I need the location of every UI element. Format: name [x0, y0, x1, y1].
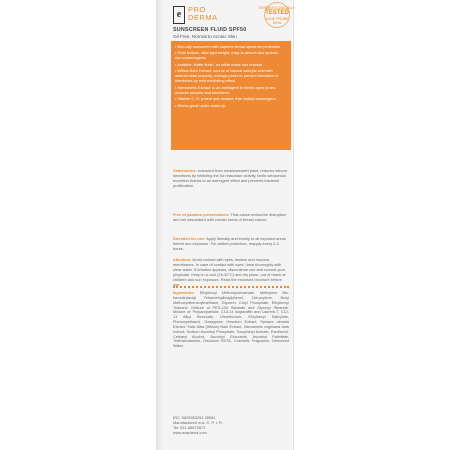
feature-item: • Willow Bark Extract: source of natural salicylic acid with antimicrobial property, unclogs pores to prevent formation of blemishes by mild exfoliating effect	[175, 68, 279, 84]
ingredients-label: Ingredients:	[173, 291, 195, 295]
directions-section	[173, 236, 289, 251]
seal-top-text: DERMATOLOGICALLY	[258, 5, 296, 10]
background-right	[335, 0, 450, 450]
sebumorine-text: extracted from meadowsweet plant, reduces sebum secretions by inhibiting the 5α reductase activity, limits sebaceous excretion thanks to an astringent effect and prevents bacterial proliferation.	[173, 168, 287, 189]
ingredients-section	[173, 286, 289, 349]
attention-text: Avoid contact with eyes, lesions and mucous membranes. In case of contact with eyes, rinse thoroughly with clear water. If irritation appears, discontinue use and consult your physician. Keep in a cool (15-30°C) and dry place, out of reach of children and sun exposure. Read the enclosed brochure before use.	[173, 257, 286, 288]
sebumorine-label: Sebumorine:	[173, 168, 197, 173]
brand-name	[188, 6, 218, 22]
brand-logo-icon: e	[173, 6, 185, 24]
feature-item: • Hamamelis Extract: is an astringent to shrink open pores, reduces pimples and blemishes	[175, 84, 277, 95]
product-subtitle: Oil Free, Normal to Acneic Skin	[173, 34, 237, 39]
feature-item: • Vitamin C, E: potent anti-oxidant, free radical scavengers	[175, 96, 276, 102]
brand-logo	[173, 6, 218, 24]
product-box-panel	[156, 0, 294, 450]
tested-seal-icon	[258, 2, 296, 28]
footer-info	[173, 415, 223, 435]
feature-item: • Fluid texture, ultra light weight, easy to absorb and spread, non-comedogenic	[175, 50, 279, 61]
paraben-label: Free of paraben preservatives:	[173, 212, 230, 217]
features-box	[171, 41, 291, 150]
footer-irc: IRC: 9825953291 28061	[173, 415, 216, 420]
seal-main-text: TESTED	[265, 9, 289, 16]
brand-line-2: DERMA	[188, 13, 218, 22]
background-left	[0, 0, 115, 450]
seal-bottom-text: ACNE PRONE SKIN	[265, 16, 289, 25]
paraben-text: That cause endocrine disruption and are associated with certain forms of breast cancer.	[173, 212, 287, 223]
footer-manufacturer: Manufactured in A. C. P. I. R.	[173, 420, 223, 426]
directions-text: Apply liberally and evenly to all exposed areas before sun exposure. For added protection, reapply every 2-4 hours.	[173, 236, 286, 252]
footer-website: www.arachemi.com	[173, 430, 207, 436]
sebumorine-section	[173, 168, 289, 188]
ingredients-text: Ethylhexyl Methoxycinnamate, Methylene Bis-benzotriazolyl Tetramethylbutylphenol, Octocrylene, Butyl Methoxydibenzoylmethane, Glycerin, Cetyl Phosphate, Ethylhexyl Triazone, Mixture of PEG-100 Stearate and Glyceryl Stearate, Mixture of: Polyacrylamide, C13-14 Isoparaffin and Laureth-7, C12-13 Alkyl Benzoate, Dimethicone, Ethylhexyl Salicylate, Phenoxyethanol, Gossypium Hirsutum Extract, Spiraea ulmaria Extract, Salix Alba (Willow) Bark Extract, Hamamelis virginiana bark extract, Sodium Ascorbyl Phosphate, Tocopheryl Acetate, Panthenol, Cetearyl Alcohol, Ascorbyl Glucoside, Ascorbyl Palmitate, Triethanolamine, Disodium EDTA, Cosmetic Fragrance, Deionized Water.	[173, 291, 289, 349]
feature-item: • Invisible, Matte finish, no white mask and residue	[175, 61, 262, 67]
directions-label: Direction for use:	[173, 236, 206, 241]
brand-line-1: PRO	[188, 5, 206, 14]
footer-phone: Tel: 021-88670873	[173, 425, 206, 431]
feature-item: • Works great under make up	[175, 102, 226, 108]
feature-item: • Non-oily sunscreen with superior broad spectrum protection	[175, 44, 281, 49]
paraben-section	[173, 212, 289, 222]
product-title: SUNSCREEN FLUID SPF50	[173, 27, 247, 33]
attention-label: Attention:	[173, 257, 192, 262]
attention-section	[173, 257, 289, 288]
